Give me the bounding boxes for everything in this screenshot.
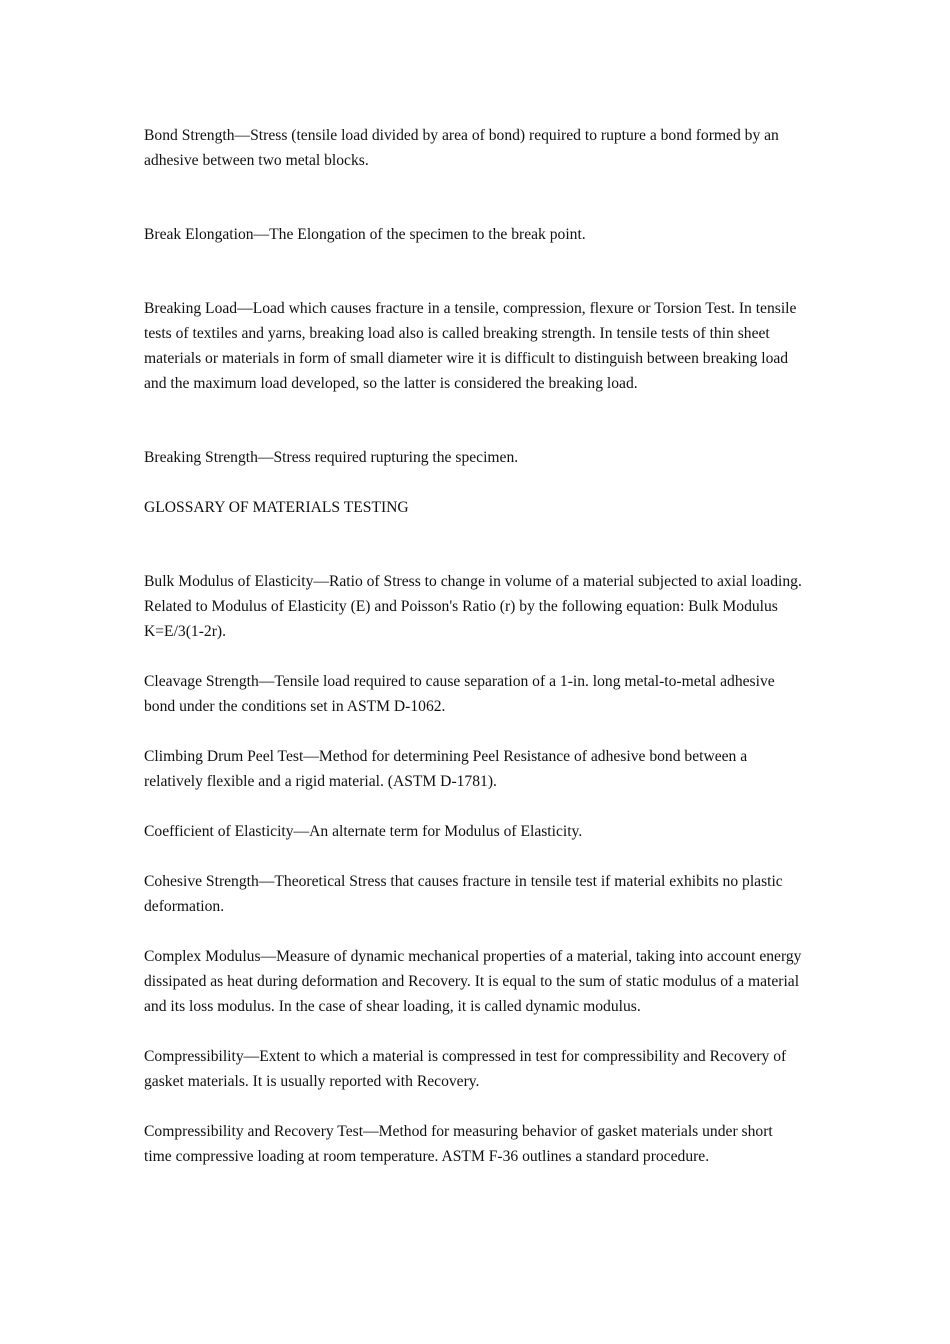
entry-bulk-modulus: Bulk Modulus of Elasticity—Ratio of Stress to change in volume of a material subjected to axial loading. Related to Modulus of Elasticity (E) and Poisson's Ratio (r) by the following equation: Bulk Modulus K=E/3(1-2r).	[144, 573, 802, 640]
entry-compressibility-and-recovery-test: Compressibility and Recovery Test—Method for measuring behavior of gasket materials under short time compressive loading at room temperature. ASTM F-36 outlines a standard procedure.	[144, 1123, 773, 1165]
entry-complex-modulus: Complex Modulus—Measure of dynamic mechanical properties of a material, taking into account energy dissipated as heat during deformation and Recovery. It is equal to the sum of static modulus of a material and its loss modulus. In the case of shear loading, it is called dynamic modulus.	[144, 948, 802, 1015]
entry-breaking-strength: Breaking Strength—Stress required rupturing the specimen.	[144, 449, 519, 466]
entry-bond-strength: Bond Strength—Stress (tensile load divided by area of bond) required to rupture a bond formed by an adhesive between two metal blocks.	[144, 127, 779, 169]
entry-compressibility: Compressibility—Extent to which a material is compressed in test for compressibility and Recovery of gasket materials. It is usually reported with Recovery.	[144, 1048, 787, 1090]
document-page	[144, 123, 804, 1169]
entry-break-elongation: Break Elongation—The Elongation of the specimen to the break point.	[144, 226, 586, 243]
entry-coefficient-of-elasticity: Coefficient of Elasticity—An alternate term for Modulus of Elasticity.	[144, 823, 583, 840]
entry-breaking-load: Breaking Load—Load which causes fracture in a tensile, compression, flexure or Torsion Test. In tensile tests of textiles and yarns, breaking load also is called breaking strength. In tensile tests of thin sheet materials or materials in form of small diameter wire it is difficult to distinguish between breaking load and the maximum load developed, so the latter is considered the breaking load.	[144, 300, 797, 392]
section-heading: GLOSSARY OF MATERIALS TESTING	[144, 499, 409, 516]
entry-cohesive-strength: Cohesive Strength—Theoretical Stress that causes fracture in tensile test if material exhibits no plastic deformation.	[144, 873, 783, 915]
entry-climbing-drum-peel-test: Climbing Drum Peel Test—Method for determining Peel Resistance of adhesive bond between a relatively flexible and a rigid material. (ASTM D-1781).	[144, 748, 748, 790]
entry-cleavage-strength: Cleavage Strength—Tensile load required to cause separation of a 1-in. long metal-to-metal adhesive bond under the conditions set in ASTM D-1062.	[144, 673, 775, 715]
